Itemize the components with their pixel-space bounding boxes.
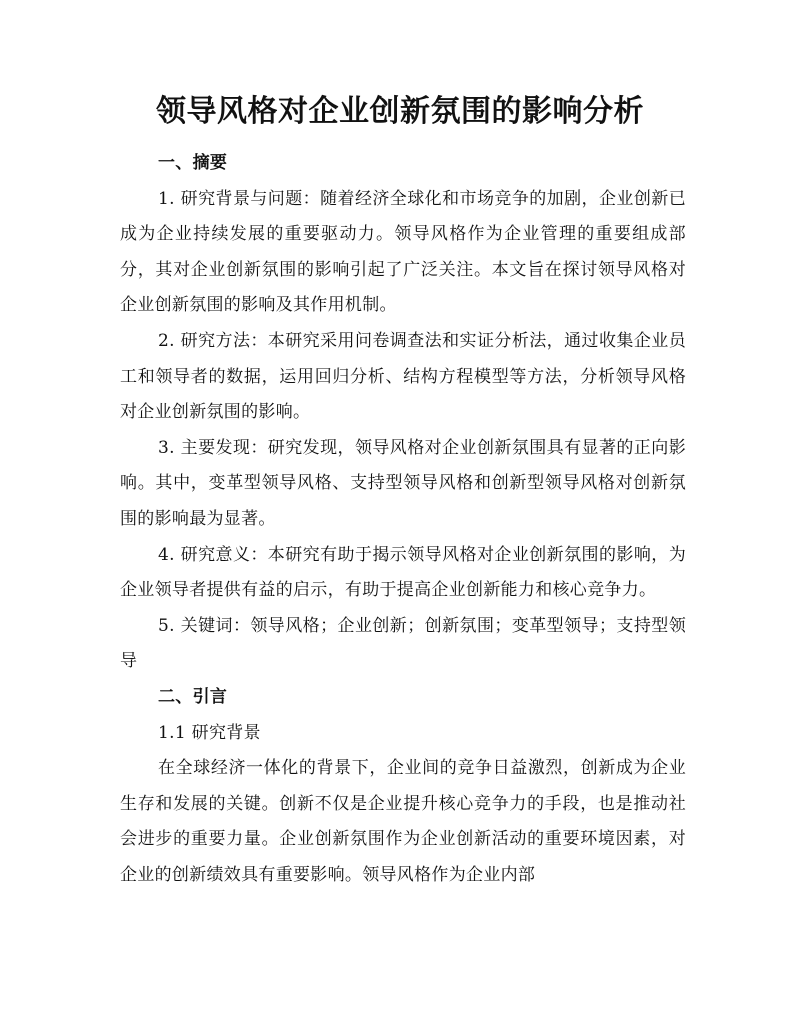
- abstract-paragraph-significance: 4. 研究意义：本研究有助于揭示领导风格对企业创新氛围的影响，为企业领导者提供有益的启示，有助于提高企业创新能力和核心竞争力。: [120, 544, 686, 601]
- introduction-paragraph: 在全球经济一体化的背景下，企业间的竞争日益激烈，创新成为企业生存和发展的关键。创新不仅是企业提升核心竞争力的手段，也是推动社会进步的重要力量。企业创新氛围作为企业创新活动的重要环境因素，对企业的创新绩效具有重要影响。领导风格作为企业内部: [120, 758, 686, 885]
- section-heading-abstract: 一、摘要: [158, 153, 228, 173]
- abstract-paragraph-method: 2. 研究方法：本研究采用问卷调查法和实证分析法，通过收集企业员工和领导者的数据，运用回归分析、结构方程模型等方法，分析领导风格对企业创新氛围的影响。: [120, 330, 686, 423]
- subsection-heading-background: 1.1 研究背景: [158, 722, 261, 743]
- abstract-paragraph-background: 1. 研究背景与问题：随着经济全球化和市场竞争的加剧，企业创新已成为企业持续发展的重要驱动力。领导风格作为企业管理的重要组成部分，其对企业创新氛围的影响引起了广泛关注。本文旨在探讨领导风格对企业创新氛围的影响及其作用机制。: [120, 188, 686, 316]
- page-title: 领导风格对企业创新氛围的影响分析: [156, 94, 644, 129]
- document-body: [120, 146, 686, 893]
- section-heading-introduction: 二、引言: [158, 686, 228, 707]
- abstract-paragraph-keywords: 5. 关键词：领导风格；企业创新；创新氛围；变革型领导；支持型领导: [120, 615, 686, 672]
- abstract-paragraph-findings: 3. 主要发现：研究发现，领导风格对企业创新氛围具有显著的正向影响。其中，变革型领导风格、支持型领导风格和创新型领导风格对创新氛围的影响最为显著。: [120, 437, 686, 529]
